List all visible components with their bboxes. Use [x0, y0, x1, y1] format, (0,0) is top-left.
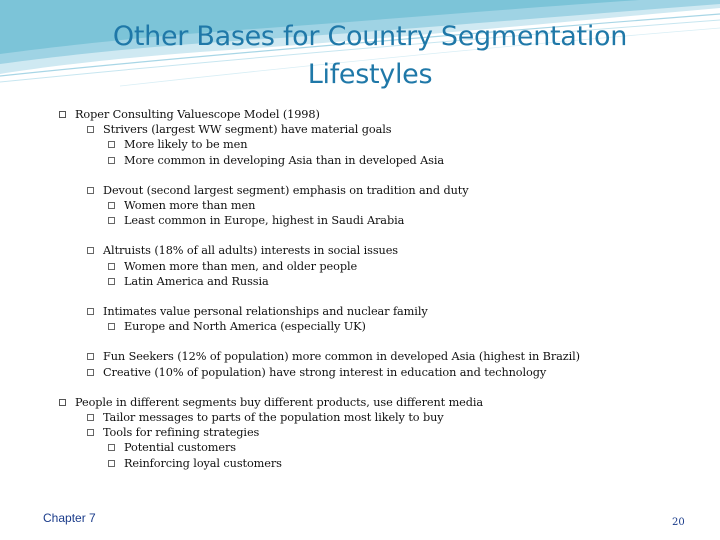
square-bullet-icon: [87, 429, 94, 436]
square-bullet-icon: [108, 444, 115, 451]
square-bullet-icon: [59, 399, 66, 406]
list-item: People in different segments buy different products, use different media: [59, 395, 699, 410]
list-item: Latin America and Russia: [59, 274, 699, 289]
square-bullet-icon: [108, 460, 115, 467]
bullet-list: [59, 107, 699, 471]
square-bullet-icon: [87, 353, 94, 360]
square-bullet-icon: [108, 141, 115, 148]
square-bullet-icon: [108, 278, 115, 285]
page-number: 20: [672, 517, 685, 528]
list-item: Least common in Europe, highest in Saudi Arabia: [59, 213, 699, 228]
square-bullet-icon: [108, 202, 115, 209]
list-item: Devout (second largest segment) emphasis on tradition and duty: [59, 183, 699, 198]
square-bullet-icon: [108, 263, 115, 270]
square-bullet-icon: [108, 157, 115, 164]
list-item: Reinforcing loyal customers: [59, 456, 699, 471]
list-item: Women more than men, and older people: [59, 259, 699, 274]
list-item: More likely to be men: [59, 137, 699, 152]
square-bullet-icon: [87, 369, 94, 376]
list-item: Potential customers: [59, 440, 699, 455]
list-item: More common in developing Asia than in developed Asia: [59, 153, 699, 168]
footer-chapter-label: Chapter 7: [43, 511, 96, 525]
list-item: Altruists (18% of all adults) interests in social issues: [59, 243, 699, 258]
square-bullet-icon: [87, 308, 94, 315]
list-item: Women more than men: [59, 198, 699, 213]
title-line-2: Lifestyles: [307, 59, 433, 90]
list-item: Intimates value personal relationships and nuclear family: [59, 304, 699, 319]
square-bullet-icon: [87, 187, 94, 194]
square-bullet-icon: [59, 111, 66, 118]
square-bullet-icon: [108, 323, 115, 330]
slide-title: [0, 18, 720, 94]
square-bullet-icon: [87, 126, 94, 133]
square-bullet-icon: [87, 414, 94, 421]
list-item: Roper Consulting Valuescope Model (1998): [59, 107, 699, 122]
square-bullet-icon: [108, 217, 115, 224]
list-item: Strivers (largest WW segment) have material goals: [59, 122, 699, 137]
list-item: Tools for refining strategies: [59, 425, 699, 440]
title-line-1: Other Bases for Country Segmentation: [112, 21, 628, 52]
square-bullet-icon: [87, 247, 94, 254]
list-item: Creative (10% of population) have strong interest in education and technology: [59, 365, 699, 380]
list-item: Europe and North America (especially UK): [59, 319, 699, 334]
list-item: Fun Seekers (12% of population) more common in developed Asia (highest in Brazil): [59, 349, 699, 364]
list-item: Tailor messages to parts of the population most likely to buy: [59, 410, 699, 425]
